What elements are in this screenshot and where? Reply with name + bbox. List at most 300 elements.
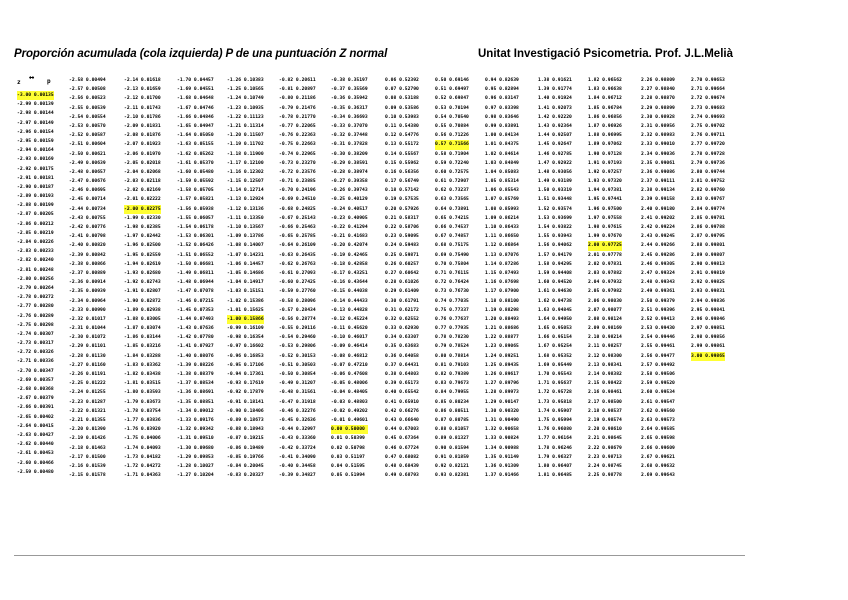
table-cell: -0.02 0.49202 xyxy=(331,408,368,414)
table-cell: 2.56 0.99477 xyxy=(641,353,675,359)
table-cell: 2.60 0.99534 xyxy=(641,390,675,396)
table-cell: 2.29 0.98899 xyxy=(641,105,675,111)
highlighted-cell: 3.00 0.99865 xyxy=(691,352,725,361)
table-cell: 0.81 0.79103 xyxy=(435,362,469,368)
table-cell: 1.05 0.85314 xyxy=(485,179,519,185)
table-cell: -0.01 0.49601 xyxy=(331,417,368,423)
table-column xyxy=(385,76,419,480)
table-cell: 2.51 0.99396 xyxy=(641,307,675,313)
table-cell: -0.45 0.32636 xyxy=(279,417,316,423)
table-cell: 2.34 0.99036 xyxy=(641,151,675,157)
table-cell: 2.15 0.98422 xyxy=(588,381,622,387)
table-cell: 0.92 0.82121 xyxy=(435,463,469,469)
table-cell: -0.05 0.48006 xyxy=(331,381,368,387)
table-cell: -0.86 0.19489 xyxy=(227,445,264,451)
table-cell: -0.68 0.24825 xyxy=(279,206,316,212)
table-cell: -1.44 0.07493 xyxy=(177,316,214,322)
table-cell: -1.87 0.03074 xyxy=(124,326,161,332)
table-cell: -0.34 0.36693 xyxy=(331,114,368,120)
table-cell: 2.70 0.99653 xyxy=(691,78,725,83)
table-cell: -0.85 0.19766 xyxy=(227,454,264,460)
table-cell: -1.39 0.08226 xyxy=(177,362,214,368)
table-cell: 0.46 0.67724 xyxy=(385,445,419,451)
table-cell: -0.39 0.34827 xyxy=(279,473,316,479)
table-cell: -2.23 0.01287 xyxy=(69,399,106,405)
table-cell: 1.44 0.92507 xyxy=(538,133,572,139)
table-cell: -2.78 0.00272 xyxy=(17,295,54,301)
table-cell: -0.60 0.27425 xyxy=(279,280,316,286)
table-cell: -1.16 0.12302 xyxy=(227,169,264,175)
table-cell: -2.28 0.01130 xyxy=(69,353,106,359)
table-cell: 1.31 0.90490 xyxy=(485,417,519,423)
table-column xyxy=(331,76,368,480)
table-cell: 0.43 0.66640 xyxy=(385,417,419,423)
table-cell: -1.82 0.03438 xyxy=(124,372,161,377)
table-cell: 2.38 0.99134 xyxy=(641,188,675,194)
table-cell: 1.01 0.84375 xyxy=(485,142,519,148)
table-cell: -1.74 0.04093 xyxy=(124,445,161,451)
table-cell: 2.77 0.99720 xyxy=(691,142,725,148)
table-cell: -2.88 0.00199 xyxy=(17,203,54,209)
highlighted-cell: 0.57 0.71566 xyxy=(435,140,469,149)
table-cell: 0.31 0.62172 xyxy=(385,307,419,313)
table-cell: 2.30 0.98928 xyxy=(641,114,675,120)
table-cell: 2.10 0.98214 xyxy=(588,335,622,341)
table-cell: -1.71 0.04363 xyxy=(124,473,161,479)
table-cell: 2.52 0.99413 xyxy=(641,316,675,322)
table-cell: -1.85 0.03216 xyxy=(124,344,161,350)
table-cell: 0.98 0.83646 xyxy=(485,114,519,120)
table-cell: -2.08 0.01876 xyxy=(124,133,161,139)
table-cell: 1.19 0.88298 xyxy=(485,307,519,313)
table-cell: 0.55 0.70884 xyxy=(435,123,469,129)
table-cell: 2.12 0.98300 xyxy=(588,353,622,359)
table-cell: -1.97 0.02442 xyxy=(124,234,161,240)
table-cell: 0.38 0.64803 xyxy=(385,372,419,377)
table-cell: -2.57 0.00508 xyxy=(69,87,106,93)
table-cell: 0.50 0.69146 xyxy=(435,78,469,83)
table-cell: 0.61 0.72907 xyxy=(435,179,469,185)
table-cell: 0.12 0.54776 xyxy=(385,133,419,139)
table-cell: -0.24 0.40517 xyxy=(331,206,368,212)
table-cell: 1.30 0.90320 xyxy=(485,408,519,414)
table-cell: -0.58 0.28096 xyxy=(279,298,316,304)
table-cell: -0.30 0.38209 xyxy=(331,151,368,157)
table-cell: -1.88 0.03005 xyxy=(124,316,161,322)
table-cell: 2.25 0.98778 xyxy=(588,473,622,479)
table-cell: 1.17 0.87900 xyxy=(485,289,519,295)
table-cell: 2.98 0.99856 xyxy=(691,335,725,341)
table-cell: -0.22 0.41294 xyxy=(331,225,368,230)
table-cell: -0.17 0.43251 xyxy=(331,270,368,276)
table-cell: -1.24 0.10749 xyxy=(227,96,264,102)
table-cell: -0.25 0.40129 xyxy=(331,197,368,203)
table-cell: 0.04 0.51595 xyxy=(331,463,365,469)
table-cell: -2.68 0.00368 xyxy=(17,387,54,392)
table-cell: -0.79 0.21476 xyxy=(279,105,316,111)
table-cell: -1.25 0.10565 xyxy=(227,87,264,93)
table-cell: 2.59 0.99520 xyxy=(641,381,675,387)
table-cell: 1.82 0.96562 xyxy=(588,78,622,83)
double-arrow-icon: ↔ xyxy=(29,73,35,83)
table-cell: 2.43 0.99245 xyxy=(641,234,675,240)
table-cell: -0.63 0.26435 xyxy=(279,252,316,258)
table-cell: -0.03 0.48803 xyxy=(331,399,368,405)
table-cell: 1.59 0.94408 xyxy=(538,270,572,276)
table-cell: 0.19 0.57535 xyxy=(385,197,419,203)
table-cell: -0.11 0.45620 xyxy=(331,326,368,332)
table-cell: -0.29 0.38591 xyxy=(331,160,368,166)
table-cell: 0.60 0.72575 xyxy=(435,169,469,175)
table-cell: -2.97 0.00149 xyxy=(17,120,54,126)
table-cell: -0.96 0.16853 xyxy=(227,353,264,359)
table-cell: -2.34 0.00964 xyxy=(69,298,106,304)
table-cell: -0.62 0.26763 xyxy=(279,261,316,267)
table-cell: 1.71 0.95637 xyxy=(538,381,572,387)
table-cell: -1.81 0.03515 xyxy=(124,381,161,387)
table-cell: 2.28 0.98870 xyxy=(641,96,675,102)
table-cell: -1.56 0.05938 xyxy=(177,206,214,212)
table-cell: 1.40 0.91924 xyxy=(538,96,572,102)
table-cell: 2.46 0.99305 xyxy=(641,261,675,267)
table-cell: -0.91 0.18141 xyxy=(227,399,264,405)
table-cell: 2.44 0.99266 xyxy=(641,243,675,249)
table-cell: 2.55 0.99461 xyxy=(641,344,675,350)
table-cell: -0.19 0.42465 xyxy=(331,252,368,258)
table-cell: -2.19 0.01426 xyxy=(69,436,106,442)
table-cell: -1.55 0.06057 xyxy=(177,215,214,221)
table-cell: -0.44 0.32997 xyxy=(279,427,316,433)
table-cell: -2.47 0.00676 xyxy=(69,179,106,185)
table-cell: 2.95 0.99841 xyxy=(691,307,725,313)
table-cell: -0.27 0.39358 xyxy=(331,179,368,185)
table-cell: -0.77 0.22065 xyxy=(279,123,316,129)
table-cell: -1.80 0.03593 xyxy=(124,390,161,396)
table-cell: 0.89 0.81327 xyxy=(435,436,469,442)
table-cell: 2.20 0.98610 xyxy=(588,427,622,433)
table-cell: 0.97 0.83398 xyxy=(485,105,519,111)
table-cell: -1.29 0.09853 xyxy=(177,454,214,460)
table-cell: 2.03 0.97882 xyxy=(588,270,622,276)
table-cell: -0.71 0.23885 xyxy=(279,179,316,185)
table-cell: 2.32 0.98983 xyxy=(641,133,675,139)
table-cell: -0.95 0.17106 xyxy=(227,362,264,368)
table-cell: 2.21 0.98645 xyxy=(588,436,622,442)
table-cell: -1.66 0.04846 xyxy=(177,114,214,120)
table-cell: -0.06 0.47608 xyxy=(331,372,368,377)
table-cell: -1.72 0.04272 xyxy=(124,463,161,469)
table-cell: 0.54 0.70540 xyxy=(435,114,469,120)
table-cell: 2.81 0.99752 xyxy=(691,179,725,185)
table-cell: 1.96 0.97500 xyxy=(588,206,622,212)
table-cell: 2.47 0.99324 xyxy=(641,270,675,276)
table-cell: -1.26 0.10383 xyxy=(227,78,264,83)
table-cell: -2.71 0.00336 xyxy=(17,359,54,365)
table-cell: -0.70 0.24196 xyxy=(279,188,316,194)
table-cell: -0.84 0.20045 xyxy=(227,463,264,469)
table-cell: 0.47 0.68082 xyxy=(385,454,419,460)
table-cell: 1.88 0.96995 xyxy=(588,133,622,139)
table-cell: -0.57 0.28434 xyxy=(279,307,316,313)
table-cell: -2.15 0.01578 xyxy=(69,473,106,479)
table-cell: 2.63 0.99573 xyxy=(641,417,675,423)
table-cell: 0.52 0.69847 xyxy=(435,96,469,102)
table-cell: -2.87 0.00205 xyxy=(17,212,54,218)
table-cell: -2.45 0.00714 xyxy=(69,197,106,203)
table-cell: 2.58 0.99506 xyxy=(641,372,675,377)
table-cell: -2.66 0.00391 xyxy=(17,405,54,411)
table-cell: -1.51 0.06552 xyxy=(177,252,214,258)
table-cell: -2.85 0.00219 xyxy=(17,230,54,236)
table-cell: 2.39 0.99158 xyxy=(641,197,675,203)
table-cell: -0.36 0.35942 xyxy=(331,96,368,102)
table-cell: -0.23 0.40905 xyxy=(331,215,368,221)
table-cell: -2.52 0.00587 xyxy=(69,133,106,139)
table-cell: 0.99 0.83891 xyxy=(485,123,519,129)
table-cell: 0.96 0.83147 xyxy=(485,96,519,102)
table-cell: 0.79 0.78524 xyxy=(435,344,469,350)
table-cell: -1.92 0.02743 xyxy=(124,280,161,286)
table-cell: -1.37 0.08534 xyxy=(177,381,214,387)
table-cell: 1.33 0.90824 xyxy=(485,436,519,442)
table-cell: 0.16 0.56356 xyxy=(385,169,419,175)
table-cell: -2.90 0.00187 xyxy=(17,184,54,190)
highlighted-cell: 2.00 0.97725 xyxy=(588,241,622,250)
table-cell: 2.85 0.99781 xyxy=(691,215,725,221)
table-cell: 0.11 0.54380 xyxy=(385,123,419,129)
table-cell: -1.31 0.09510 xyxy=(177,436,214,442)
table-cell: 0.39 0.65173 xyxy=(385,381,419,387)
table-cell: -2.70 0.00347 xyxy=(17,368,54,374)
table-cell: -1.40 0.08076 xyxy=(177,353,214,359)
table-cell: -1.13 0.12924 xyxy=(227,197,264,203)
table-cell: 1.34 0.90988 xyxy=(485,445,519,451)
table-cell: 2.64 0.99585 xyxy=(641,427,675,433)
table-cell: 0.90 0.81594 xyxy=(435,445,469,451)
table-cell: 1.66 0.95154 xyxy=(538,335,572,341)
table-cell: -2.86 0.00212 xyxy=(17,221,54,227)
table-cell: 2.78 0.99728 xyxy=(691,151,725,157)
table-cell: 0.82 0.79389 xyxy=(435,372,469,377)
table-cell: 2.40 0.99180 xyxy=(641,206,675,212)
table-cell: -2.49 0.00639 xyxy=(69,160,106,166)
table-cell: -0.14 0.44433 xyxy=(331,298,368,304)
table-cell: 2.05 0.97982 xyxy=(588,289,622,295)
table-cell: -2.82 0.00240 xyxy=(17,258,54,264)
table-cell: 2.37 0.99111 xyxy=(641,179,675,185)
table-cell: 2.84 0.99774 xyxy=(691,206,725,212)
table-cell: -0.52 0.30153 xyxy=(279,353,316,359)
table-cell: 0.70 0.75804 xyxy=(435,261,469,267)
table-cell: -2.59 0.00480 xyxy=(17,469,54,475)
table-cell: -2.89 0.00193 xyxy=(17,194,54,200)
table-cell: -1.33 0.09176 xyxy=(177,417,214,423)
table-cell: -1.14 0.12714 xyxy=(227,188,264,194)
table-cell: 1.91 0.97193 xyxy=(588,160,622,166)
table-cell: 1.24 0.89251 xyxy=(485,353,519,359)
table-cell: -2.27 0.01160 xyxy=(69,362,106,368)
table-cell: 1.20 0.88493 xyxy=(485,316,519,322)
table-cell: -0.04 0.48405 xyxy=(331,390,368,396)
table-cell: 1.56 0.94062 xyxy=(538,243,572,249)
table-cell: 0.42 0.66276 xyxy=(385,408,419,414)
table-cell: -1.96 0.02500 xyxy=(124,243,161,249)
table-cell: -2.12 0.01700 xyxy=(124,96,161,102)
table-cell: -0.67 0.25143 xyxy=(279,215,316,221)
table-cell: -1.67 0.04746 xyxy=(177,105,214,111)
table-cell: 0.15 0.55962 xyxy=(385,160,419,166)
table-cell: -1.15 0.12507 xyxy=(227,179,264,185)
table-cell: -0.65 0.25785 xyxy=(279,234,316,240)
table-cell: -2.36 0.00914 xyxy=(69,280,106,286)
table-cell: 1.10 0.86433 xyxy=(485,225,519,230)
table-cell: 0.18 0.57142 xyxy=(385,188,419,194)
table-cell: -2.72 0.00326 xyxy=(17,350,54,356)
table-cell: 0.73 0.76730 xyxy=(435,289,469,295)
table-cell: 0.84 0.79955 xyxy=(435,390,469,396)
table-cell: -0.47 0.31918 xyxy=(279,399,316,405)
table-cell: -2.99 0.00139 xyxy=(17,102,54,108)
table-cell: -0.81 0.20897 xyxy=(279,87,316,93)
table-cell: -2.58 0.00494 xyxy=(69,78,106,83)
table-cell: 2.90 0.99813 xyxy=(691,261,725,267)
table-cell: 2.19 0.98574 xyxy=(588,417,622,423)
table-cell: 2.09 0.98169 xyxy=(588,326,622,332)
table-cell: 0.36 0.64058 xyxy=(385,353,419,359)
table-cell: 0.63 0.73565 xyxy=(435,197,469,203)
table-cell: 1.75 0.95994 xyxy=(538,417,572,423)
table-cell: 0.29 0.61409 xyxy=(385,289,419,295)
table-cell: -1.65 0.04947 xyxy=(177,123,214,129)
table-cell: 1.14 0.87286 xyxy=(485,261,519,267)
table-cell: 2.79 0.99736 xyxy=(691,160,725,166)
table-cell: -2.55 0.00539 xyxy=(69,105,106,111)
table-cell: 1.21 0.88686 xyxy=(485,326,519,332)
table-cell: -0.09 0.46414 xyxy=(331,344,368,350)
table-cell: -2.73 0.00317 xyxy=(17,341,54,347)
table-cell: 2.71 0.99664 xyxy=(691,87,725,93)
table-cell: -2.02 0.02169 xyxy=(124,188,161,194)
table-cell: 0.64 0.73891 xyxy=(435,206,469,212)
table-cell: -2.20 0.01390 xyxy=(69,427,106,433)
table-cell: 0.77 0.77935 xyxy=(435,326,469,332)
table-cell: -2.42 0.00776 xyxy=(69,225,106,230)
table-cell: 2.06 0.98030 xyxy=(588,298,622,304)
table-cell: 0.56 0.71226 xyxy=(435,133,469,139)
table-cell: 1.69 0.95449 xyxy=(538,362,572,368)
table-cell: 1.25 0.89435 xyxy=(485,362,519,368)
table-cell: 0.41 0.65910 xyxy=(385,399,419,405)
table-cell: 2.91 0.99819 xyxy=(691,270,725,276)
table-cell: -2.24 0.01255 xyxy=(69,390,106,396)
table-cell: 0.28 0.61026 xyxy=(385,280,419,286)
table-cell: 2.41 0.99202 xyxy=(641,215,675,221)
table-cell: -1.84 0.03288 xyxy=(124,353,161,359)
table-cell: -0.28 0.38974 xyxy=(331,169,368,175)
table-cell: -1.34 0.09012 xyxy=(177,408,214,414)
table-cell: 1.08 0.85993 xyxy=(485,206,519,212)
table-column xyxy=(124,76,161,480)
table-cell: 1.48 0.93056 xyxy=(538,169,572,175)
table-cell: -1.05 0.14686 xyxy=(227,270,264,276)
table-cell: 0.67 0.74857 xyxy=(435,234,469,240)
table-cell: 0.20 0.57926 xyxy=(385,206,419,212)
table-cell: 2.57 0.99492 xyxy=(641,362,675,368)
table-cell: 1.83 0.96638 xyxy=(588,87,622,93)
table-cell: 1.57 0.94179 xyxy=(538,252,572,258)
table-column xyxy=(227,76,264,480)
table-cell: 1.41 0.92073 xyxy=(538,105,572,111)
table-cell: -1.54 0.06178 xyxy=(177,225,214,230)
table-cell: -2.18 0.01463 xyxy=(69,445,106,451)
table-cell: -1.83 0.03362 xyxy=(124,362,161,368)
table-cell: -1.93 0.02680 xyxy=(124,270,161,276)
table-cell: 2.54 0.99446 xyxy=(641,335,675,341)
table-cell: 2.72 0.99674 xyxy=(691,96,725,102)
table-cell: 0.51 0.69497 xyxy=(435,87,469,93)
table-cell: -1.94 0.02619 xyxy=(124,261,161,267)
table-cell: 2.83 0.99767 xyxy=(691,197,725,203)
table-cell: -1.32 0.09342 xyxy=(177,427,214,433)
table-cell: -0.26 0.39743 xyxy=(331,188,368,194)
table-cell: 1.54 0.93822 xyxy=(538,225,572,230)
table-cell: 1.90 0.97128 xyxy=(588,151,622,157)
table-cell: 0.58 0.71904 xyxy=(435,151,469,157)
table-cell: -1.36 0.08691 xyxy=(177,390,214,396)
table-cell: 0.34 0.63307 xyxy=(385,335,419,341)
table-cell: 0.95 0.82894 xyxy=(485,87,519,93)
table-cell: 2.65 0.99598 xyxy=(641,436,675,442)
table-column xyxy=(538,76,572,480)
table-cell: 2.04 0.97932 xyxy=(588,280,622,286)
table-cell: 1.23 0.89065 xyxy=(485,344,519,350)
table-cell: -2.92 0.00175 xyxy=(17,166,54,172)
table-cell: -2.25 0.01222 xyxy=(69,381,106,387)
table-cell: 0.03 0.51197 xyxy=(331,454,365,460)
table-cell: 2.80 0.99744 xyxy=(691,169,725,175)
table-cell: -2.77 0.00280 xyxy=(17,304,54,310)
table-cell: -2.37 0.00889 xyxy=(69,270,106,276)
table-cell: 2.69 0.99643 xyxy=(641,473,675,479)
table-cell: -2.31 0.01044 xyxy=(69,326,106,332)
table-cell: 1.11 0.86650 xyxy=(485,234,519,240)
table-cell: 2.97 0.99851 xyxy=(691,326,725,332)
table-cell: 2.53 0.99430 xyxy=(641,326,675,332)
table-cell: -1.12 0.13136 xyxy=(227,206,264,212)
table-cell: -2.16 0.01539 xyxy=(69,463,106,469)
table-cell: -1.49 0.06811 xyxy=(177,270,214,276)
table-cell: -0.74 0.22965 xyxy=(279,151,316,157)
table-cell: -0.89 0.18673 xyxy=(227,417,264,423)
table-cell: 2.17 0.98500 xyxy=(588,399,622,405)
table-cell: 0.49 0.68793 xyxy=(385,473,419,479)
table-cell: -0.21 0.41683 xyxy=(331,234,368,240)
table-cell: 0.40 0.65542 xyxy=(385,390,419,396)
table-cell: -0.73 0.23270 xyxy=(279,160,316,166)
table-cell: -1.61 0.05370 xyxy=(177,160,214,166)
table-cell: 1.86 0.96856 xyxy=(588,114,622,120)
table-cell: 1.63 0.94845 xyxy=(538,307,572,313)
table-cell: 0.33 0.62930 xyxy=(385,326,419,332)
table-cell: 2.68 0.99632 xyxy=(641,463,675,469)
table-cell: 1.39 0.91774 xyxy=(538,87,572,93)
table-cell: -1.07 0.14231 xyxy=(227,252,264,258)
table-cell: -2.33 0.00990 xyxy=(69,307,106,313)
table-cell: 2.11 0.98257 xyxy=(588,344,622,350)
table-cell: 2.31 0.98956 xyxy=(641,123,675,129)
table-cell: -2.26 0.01191 xyxy=(69,372,106,377)
table-cell: 2.48 0.99343 xyxy=(641,280,675,286)
